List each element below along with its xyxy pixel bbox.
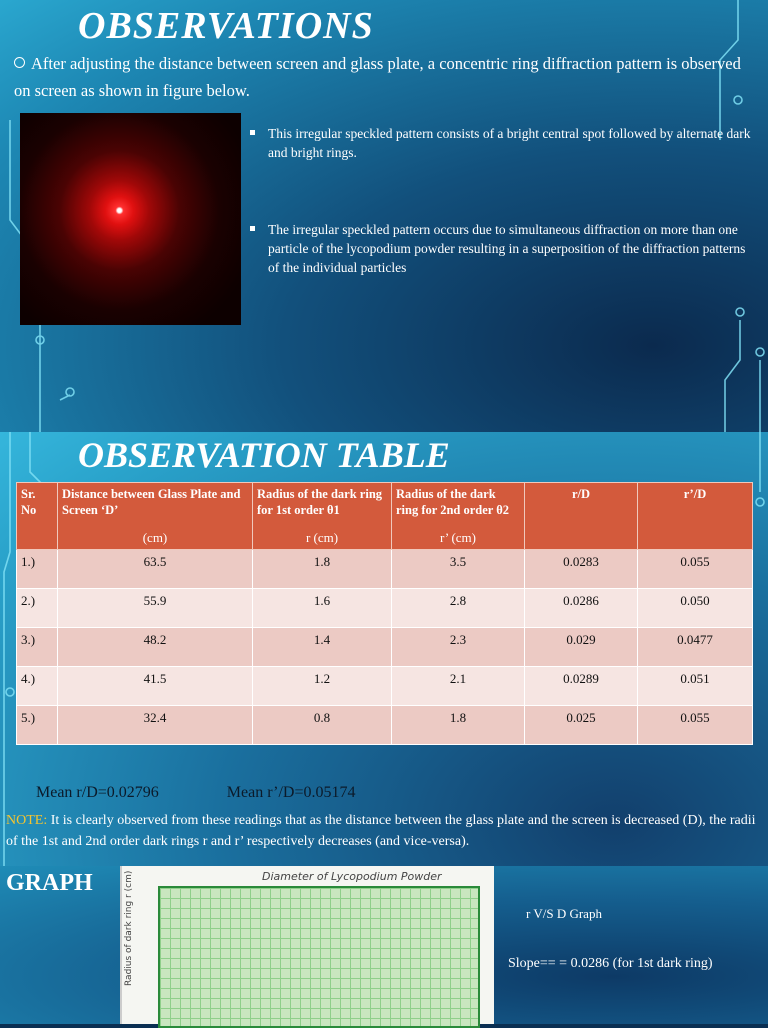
cell-distance: 32.4	[58, 706, 253, 745]
note-text	[6, 810, 762, 852]
intro-text	[14, 50, 744, 104]
header-distance-label: Distance between Glass Plate and Screen ‘D’	[62, 487, 241, 517]
cell-rd: 0.0286	[525, 589, 638, 628]
cell-sr: 2.)	[17, 589, 58, 628]
note-body: It is clearly observed from these readings that as the distance between the glass plate and the screen is decreased (D), the radii of the 1st and 2nd order dark rings r and r’ respectively decreases (and vice-versa).	[6, 813, 756, 849]
header-r1-unit: r (cm)	[305, 530, 339, 545]
cell-r: 1.8	[253, 550, 392, 589]
table-row	[17, 589, 753, 628]
mean-r2d: Mean r’/D=0.05174	[226, 784, 356, 801]
header-rd: r/D	[525, 483, 638, 550]
cell-rd: 0.029	[525, 628, 638, 667]
mean-rd: Mean r/D=0.02796	[36, 784, 159, 801]
cell-rd: 0.0283	[525, 550, 638, 589]
cell-distance: 63.5	[58, 550, 253, 589]
graph-paper-image	[120, 866, 494, 1024]
cell-sr: 3.)	[17, 628, 58, 667]
cell-r: 1.6	[253, 589, 392, 628]
cell-r2d: 0.051	[638, 667, 753, 706]
cell-sr: 1.)	[17, 550, 58, 589]
graph-paper-title: Diameter of Lycopodium Powder	[262, 870, 442, 883]
cell-r2: 2.8	[392, 589, 525, 628]
cell-distance: 48.2	[58, 628, 253, 667]
cell-rd: 0.0289	[525, 667, 638, 706]
header-sr: Sr. No	[17, 483, 58, 550]
slide-observations	[0, 0, 768, 432]
cell-r2: 1.8	[392, 706, 525, 745]
diffraction-pattern-image	[20, 113, 241, 325]
graph-label: r V/S D Graph	[526, 906, 602, 921]
bullet-item: The irregular speckled pattern occurs due to simultaneous diffraction on more than one particle of the lycopodium powder resulting in a superposition of the diffraction patterns of the individual particles	[248, 220, 758, 277]
cell-r2d: 0.055	[638, 706, 753, 745]
bullet-ring-icon	[14, 57, 25, 68]
table-row	[17, 667, 753, 706]
bullet-item: This irregular speckled pattern consists of a bright central spot followed by alternate dark and bright rings.	[248, 124, 758, 162]
header-r1	[253, 483, 392, 550]
cell-r2d: 0.0477	[638, 628, 753, 667]
cell-r2d: 0.055	[638, 550, 753, 589]
table-row	[17, 706, 753, 745]
bullet-list	[248, 124, 758, 335]
graph-title: GRAPH	[6, 870, 93, 896]
cell-r: 1.4	[253, 628, 392, 667]
page-title: OBSERVATIONS	[78, 5, 374, 47]
table-header-row	[17, 483, 753, 550]
header-r2-unit: r’ (cm)	[440, 530, 476, 545]
header-r2	[392, 483, 525, 550]
slope-text: Slope== = 0.0286 (for 1st dark ring)	[508, 956, 713, 971]
note-label: NOTE:	[6, 813, 48, 828]
header-r2d: r’/D	[638, 483, 753, 550]
cell-sr: 5.)	[17, 706, 58, 745]
cell-r: 1.2	[253, 667, 392, 706]
table-row	[17, 550, 753, 589]
cell-distance: 41.5	[58, 667, 253, 706]
table-title: OBSERVATION TABLE	[78, 435, 450, 475]
cell-r2: 3.5	[392, 550, 525, 589]
cell-r: 0.8	[253, 706, 392, 745]
intro-paragraph: After adjusting the distance between screen and glass plate, a concentric ring diffraction pattern is observed on screen as shown in figure below.	[14, 54, 741, 100]
graph-paper-ylabel: Radius of dark ring r (cm)	[124, 870, 134, 986]
cell-sr: 4.)	[17, 667, 58, 706]
header-r2-label: Radius of the dark ring for 2nd order θ2	[396, 487, 510, 517]
cell-r2: 2.3	[392, 628, 525, 667]
cell-distance: 55.9	[58, 589, 253, 628]
table-row	[17, 628, 753, 667]
mean-values	[36, 784, 419, 802]
graph-grid	[158, 886, 480, 1028]
observation-table	[16, 482, 753, 745]
cell-r2: 2.1	[392, 667, 525, 706]
header-distance	[58, 483, 253, 550]
header-distance-unit: (cm)	[142, 530, 168, 545]
cell-rd: 0.025	[525, 706, 638, 745]
cell-r2d: 0.050	[638, 589, 753, 628]
header-r1-label: Radius of the dark ring for 1st order θ1	[257, 487, 383, 517]
